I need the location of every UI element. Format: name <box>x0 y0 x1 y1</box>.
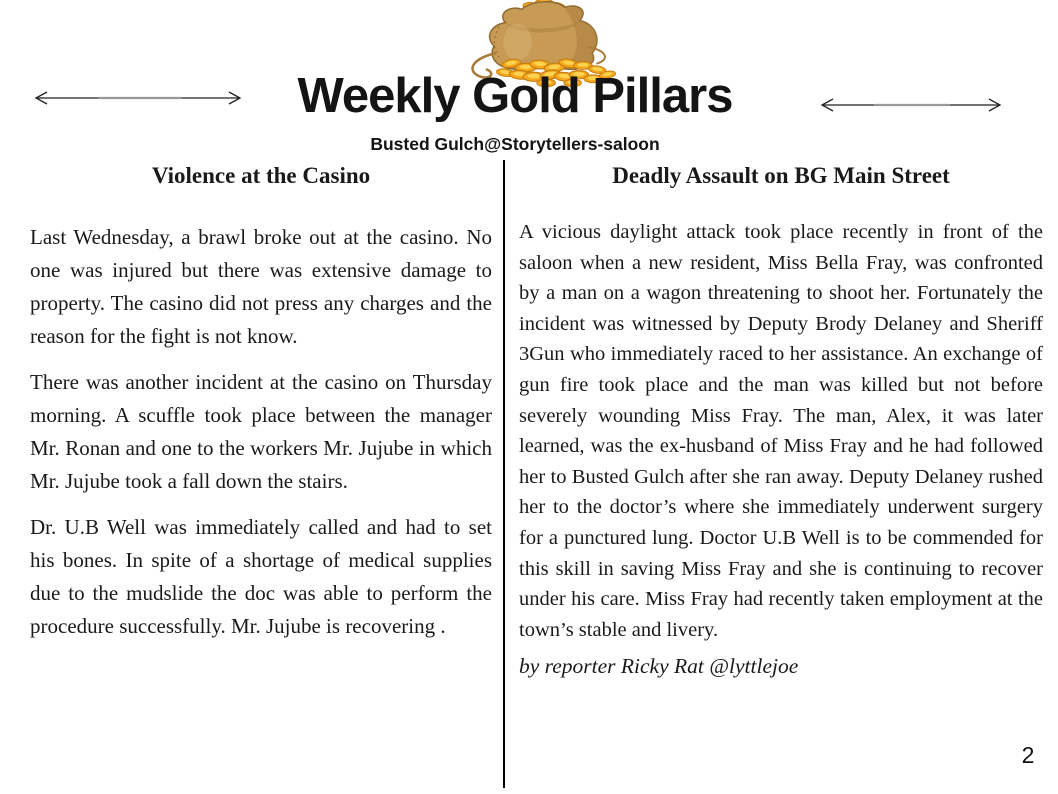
article-violence-at-the-casino <box>30 161 492 656</box>
newspaper-subtitle: Busted Gulch@Storytellers-saloon <box>370 134 660 154</box>
article-byline: by reporter Ricky Rat @lyttlejoe <box>519 654 799 679</box>
newspaper-title: Weekly Gold Pillars <box>297 69 733 123</box>
article-paragraph: Dr. U.B Well was immediately called and had to set his bones. In spite of a shortage of medical supplies due to the mudslide the doc was able to perform the procedure successfully. Mr. Jujube is recovering . <box>30 515 492 638</box>
article-headline: Violence at the Casino <box>151 163 371 188</box>
double-arrow-left-icon <box>32 90 244 106</box>
article-paragraph: A vicious daylight attack took place recently in front of the saloon when a new resident, Miss Bella Fray, was confronted by a man on a wagon threatening to shoot her. Fortunately the incident was witnessed by Deputy Brody Delaney and Sheriff 3Gun who immediately raced to her assistance. An exchange of gun fire took place and the man was killed but not before severely wounding Miss Fray. The man, Alex, it was later learned, was the ex-husband of Miss Fray and he had followed her to Busted Gulch after she ran away. Deputy Delaney rushed her to the doctor’s where she immediately underwent surgery for a punctured lung. Doctor U.B Well is to be commended for this skill in saving Miss Fray and she is continuing to recover under his care. Miss Fray had recently taken employment at the town’s stable and livery. <box>519 221 1043 641</box>
double-arrow-right-icon <box>818 97 1004 113</box>
article-paragraph: There was another incident at the casino on Thursday morning. A scuffle took place between the manager Mr. Ronan and one to the workers Mr. Jujube in which Mr. Jujube took a fall down the stairs. <box>30 370 492 493</box>
article-deadly-assault <box>519 161 1043 681</box>
article-headline: Deadly Assault on BG Main Street <box>612 163 950 188</box>
page-number: 2 <box>1021 742 1035 768</box>
column-divider <box>503 160 505 788</box>
article-paragraph: Last Wednesday, a brawl broke out at the casino. No one was injured but there was extensive damage to property. The casino did not press any charges and the reason for the fight is not know. <box>30 225 492 348</box>
